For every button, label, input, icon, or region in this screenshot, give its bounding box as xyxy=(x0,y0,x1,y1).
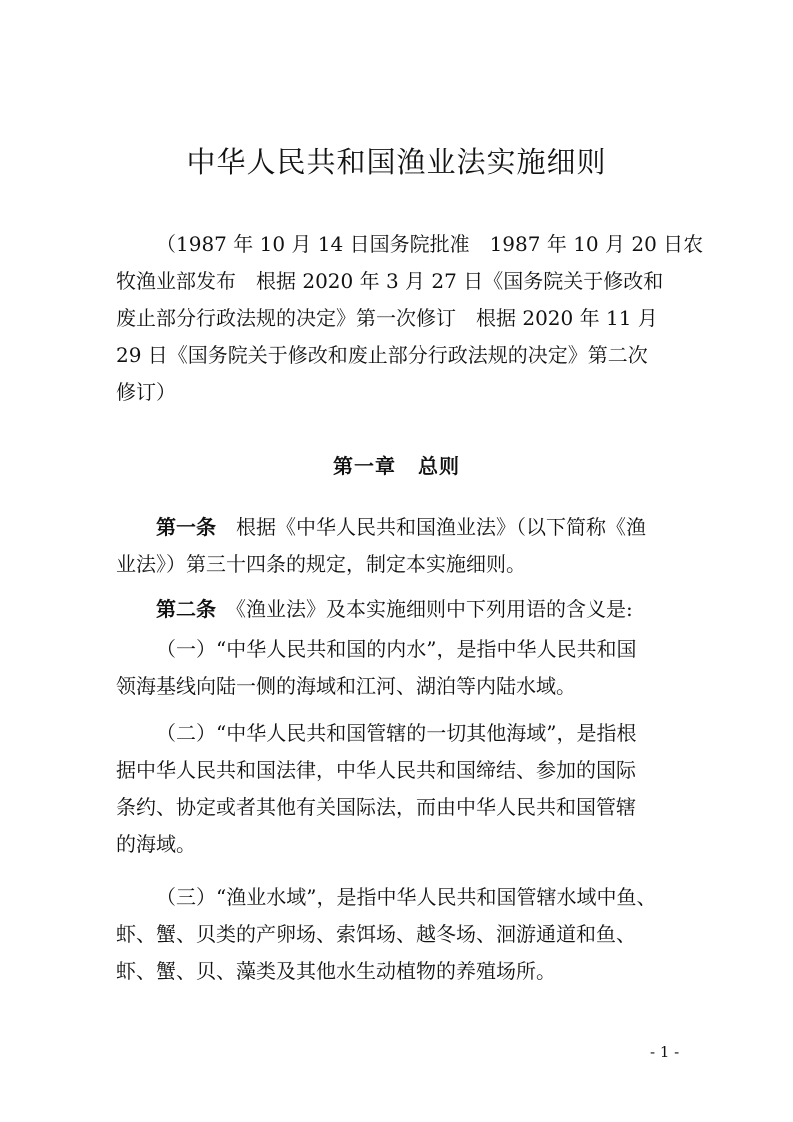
clause-line: 领海基线向陆一侧的海域和江河、湖泊等内陆水域。 xyxy=(116,674,576,698)
chapter-number: 第一章 xyxy=(333,454,396,478)
clause-line: 虾、蟹、贝、藻类及其他水生动植物的养殖场所。 xyxy=(116,959,556,983)
chapter-name: 总则 xyxy=(418,454,460,478)
clause-3 xyxy=(116,879,676,990)
clause-2 xyxy=(116,715,676,863)
article-label: 第二条 xyxy=(156,597,216,621)
preamble-line: （1987 年 10 月 14 日国务院批准 1987 年 10 月 20 日农 xyxy=(156,232,704,256)
chapter-heading xyxy=(0,450,793,479)
clause-line: （三）“渔业水域”，是指中华人民共和国管辖水域中鱼、 xyxy=(156,885,657,909)
preamble xyxy=(116,226,704,411)
preamble-line: 29 日《国务院关于修改和废止部分行政法规的决定》第二次 xyxy=(116,343,648,367)
clause-line: 虾、蟹、贝类的产卵场、索饵场、越冬场、洄游通道和鱼、 xyxy=(116,922,636,946)
clause-line: 的海域。 xyxy=(116,832,196,856)
article-1 xyxy=(116,509,676,583)
clause-line: （一）“中华人民共和国的内水”，是指中华人民共和国 xyxy=(156,637,637,661)
preamble-line: 牧渔业部发布 根据 2020 年 3 月 27 日《国务院关于修改和 xyxy=(116,269,664,293)
clause-line: 条约、协定或者其他有关国际法，而由中华人民共和国管辖 xyxy=(116,795,636,819)
article-2 xyxy=(116,591,676,628)
preamble-line: 修订） xyxy=(116,380,176,404)
article-2-line: 第二条 《渔业法》及本实施细则中下列用语的含义是: xyxy=(156,597,633,621)
article-1-line: 第一条 根据《中华人民共和国渔业法》（以下简称《渔 xyxy=(156,515,646,539)
page-number: - 1 - xyxy=(650,1043,680,1061)
clause-line: 据中华人民共和国法律，中华人民共和国缔结、参加的国际 xyxy=(116,758,636,782)
article-label: 第一条 xyxy=(156,515,216,539)
document-title: 中华人民共和国渔业法实施细则 xyxy=(186,145,607,179)
clause-line: （二）“中华人民共和国管辖的一切其他海域”，是指根 xyxy=(156,721,637,745)
clause-1 xyxy=(116,631,676,705)
article-1-line: 业法》）第三十四条的规定，制定本实施细则。 xyxy=(116,552,526,576)
preamble-line: 废止部分行政法规的决定》第一次修订 根据 2020 年 11 月 xyxy=(116,306,658,330)
